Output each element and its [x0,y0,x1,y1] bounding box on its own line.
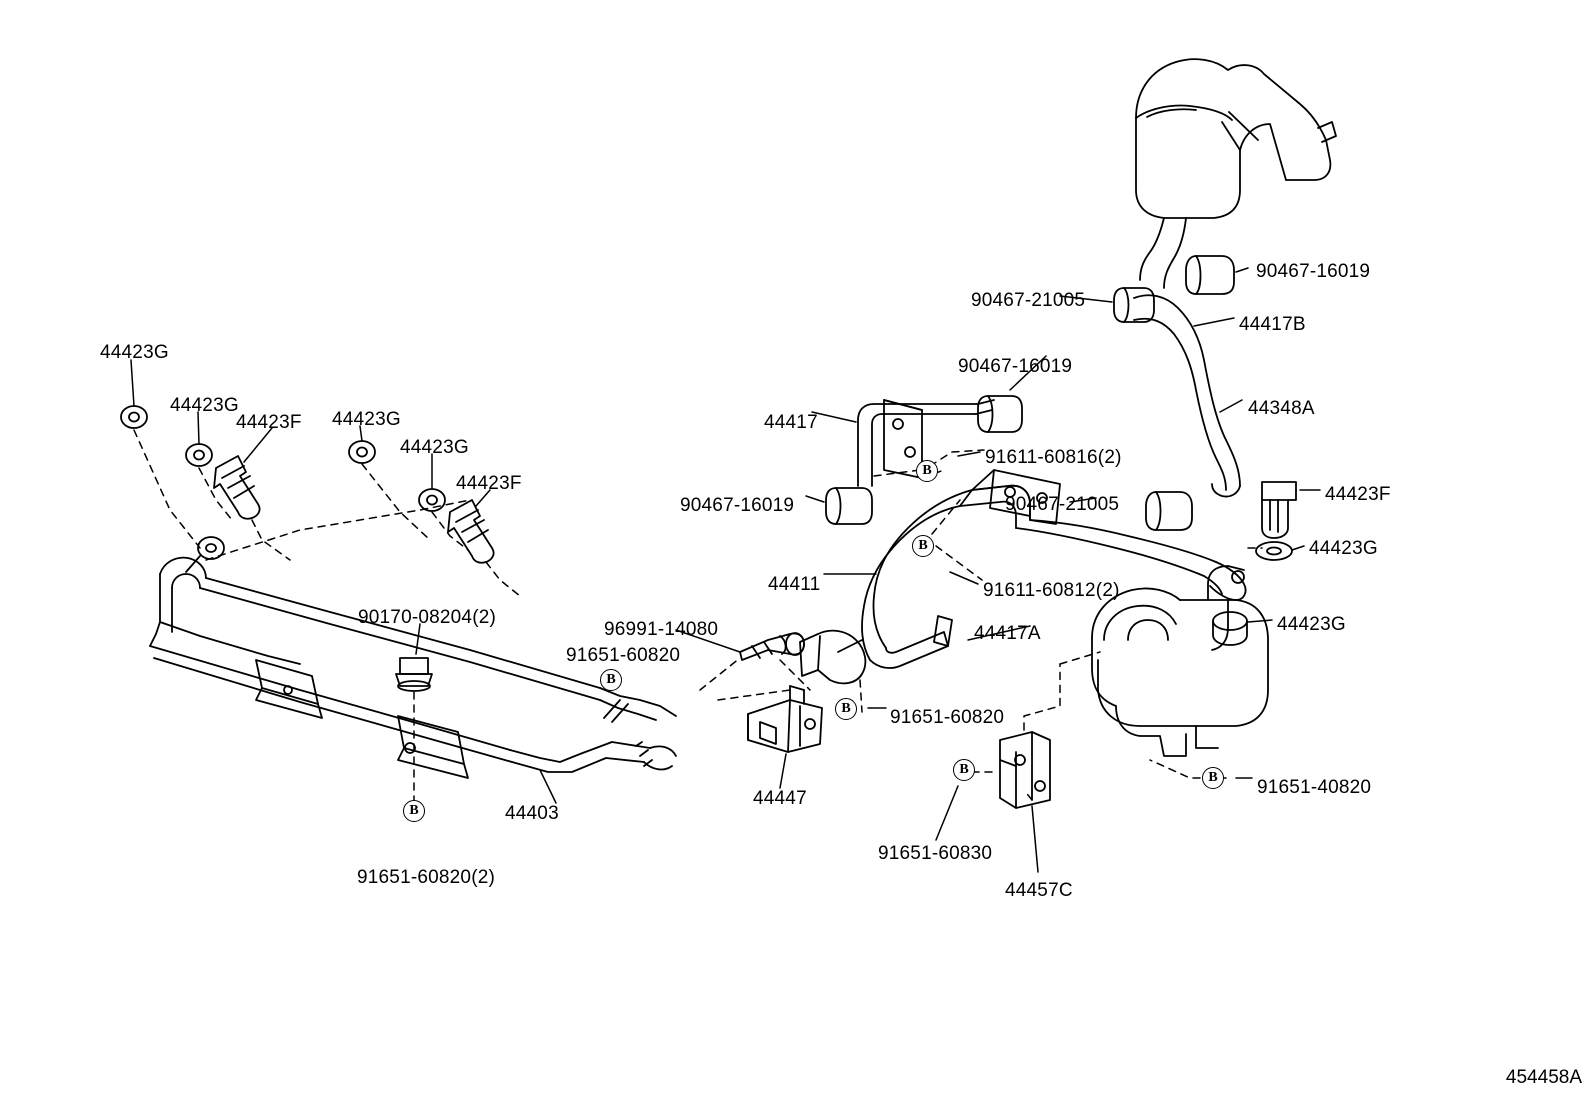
part-label-91651-60820: 91651-60820 [566,645,681,666]
part-label-44411: 44411 [768,574,821,595]
part-label-44423f: 44423F [236,412,302,433]
part-label-44423g: 44423G [332,409,401,430]
part-label-90467-16019-top: 90467-16019 [1256,261,1371,282]
part-label-44457c: 44457C [1005,880,1073,901]
washer-44423g-4 [419,489,445,511]
washer-44423g-right [1256,542,1292,560]
figure-number: 454458A [1505,1067,1582,1088]
part-label-44423f: 44423F [456,473,522,494]
part-label-91651-40820: 91651-40820 [1257,777,1372,798]
clamp-90467-16019-left [826,488,872,524]
marker-b: B [912,535,934,557]
part-label-44423f-right: 44423F [1325,484,1391,505]
bracket-44457c [1000,732,1050,808]
clip-96991-14080 [740,633,804,660]
part-label-44403: 44403 [505,803,559,824]
clamp-90467-21005-top [1114,288,1154,322]
part-label-44423g: 44423G [400,437,469,458]
part-label-44348a: 44348A [1248,398,1315,419]
bracket-44447 [748,686,822,752]
marker-b: B [916,460,938,482]
part-label-91651-60830: 91651-60830 [878,843,993,864]
marker-b: B [403,800,425,822]
part-label-90467-16019-mid: 90467-16019 [958,356,1073,377]
marker-b: B [1202,767,1224,789]
part-label-44447: 44447 [753,788,807,809]
part-label-44423g-gear: 44423G [1277,614,1346,635]
reservoir-tank [1136,59,1336,288]
nut-90170-08204 [396,658,432,691]
part-label-96991-14080: 96991-14080 [604,619,719,640]
part-label-44423g-right: 44423G [1309,538,1378,559]
part-label-91651-60820-2: 91651-60820(2) [357,867,496,888]
part-label-44417a: 44417A [974,623,1041,644]
marker-b: B [600,669,622,691]
part-label-91611-60812: 91611-60812(2) [983,580,1120,601]
part-label-91611-60816: 91611-60816(2) [985,447,1122,468]
bolt-44423f-1 [214,456,260,519]
fitting-44423g-gear [1213,612,1247,645]
bolt-44423f-right [1262,482,1296,538]
part-label-91651-60820-b: 91651-60820 [890,707,1005,728]
part-label-90467-21005-right: 90467-21005 [1005,494,1120,515]
part-label-90467-16019-left: 90467-16019 [680,495,795,516]
washer-44423g-3 [349,441,375,463]
marker-b: B [835,698,857,720]
washer-44423g-1 [121,406,147,428]
part-label-90170-08204: 90170-08204(2) [358,607,497,628]
bolt-44423f-2 [448,500,494,563]
part-label-44423g: 44423G [100,342,169,363]
washer-44423g-2 [186,444,212,466]
part-label-44417: 44417 [764,412,818,433]
clamp-90467-16019-upper-right [1186,256,1234,294]
part-label-44417b: 44417B [1239,314,1306,335]
marker-b: B [953,759,975,781]
clamp-90467-21005-right [1146,492,1192,530]
part-label-90467-21005-top: 90467-21005 [971,290,1086,311]
hose-44417b [1134,295,1240,496]
part-label-44423g: 44423G [170,395,239,416]
clamp-90467-16019-mid [978,396,1022,432]
